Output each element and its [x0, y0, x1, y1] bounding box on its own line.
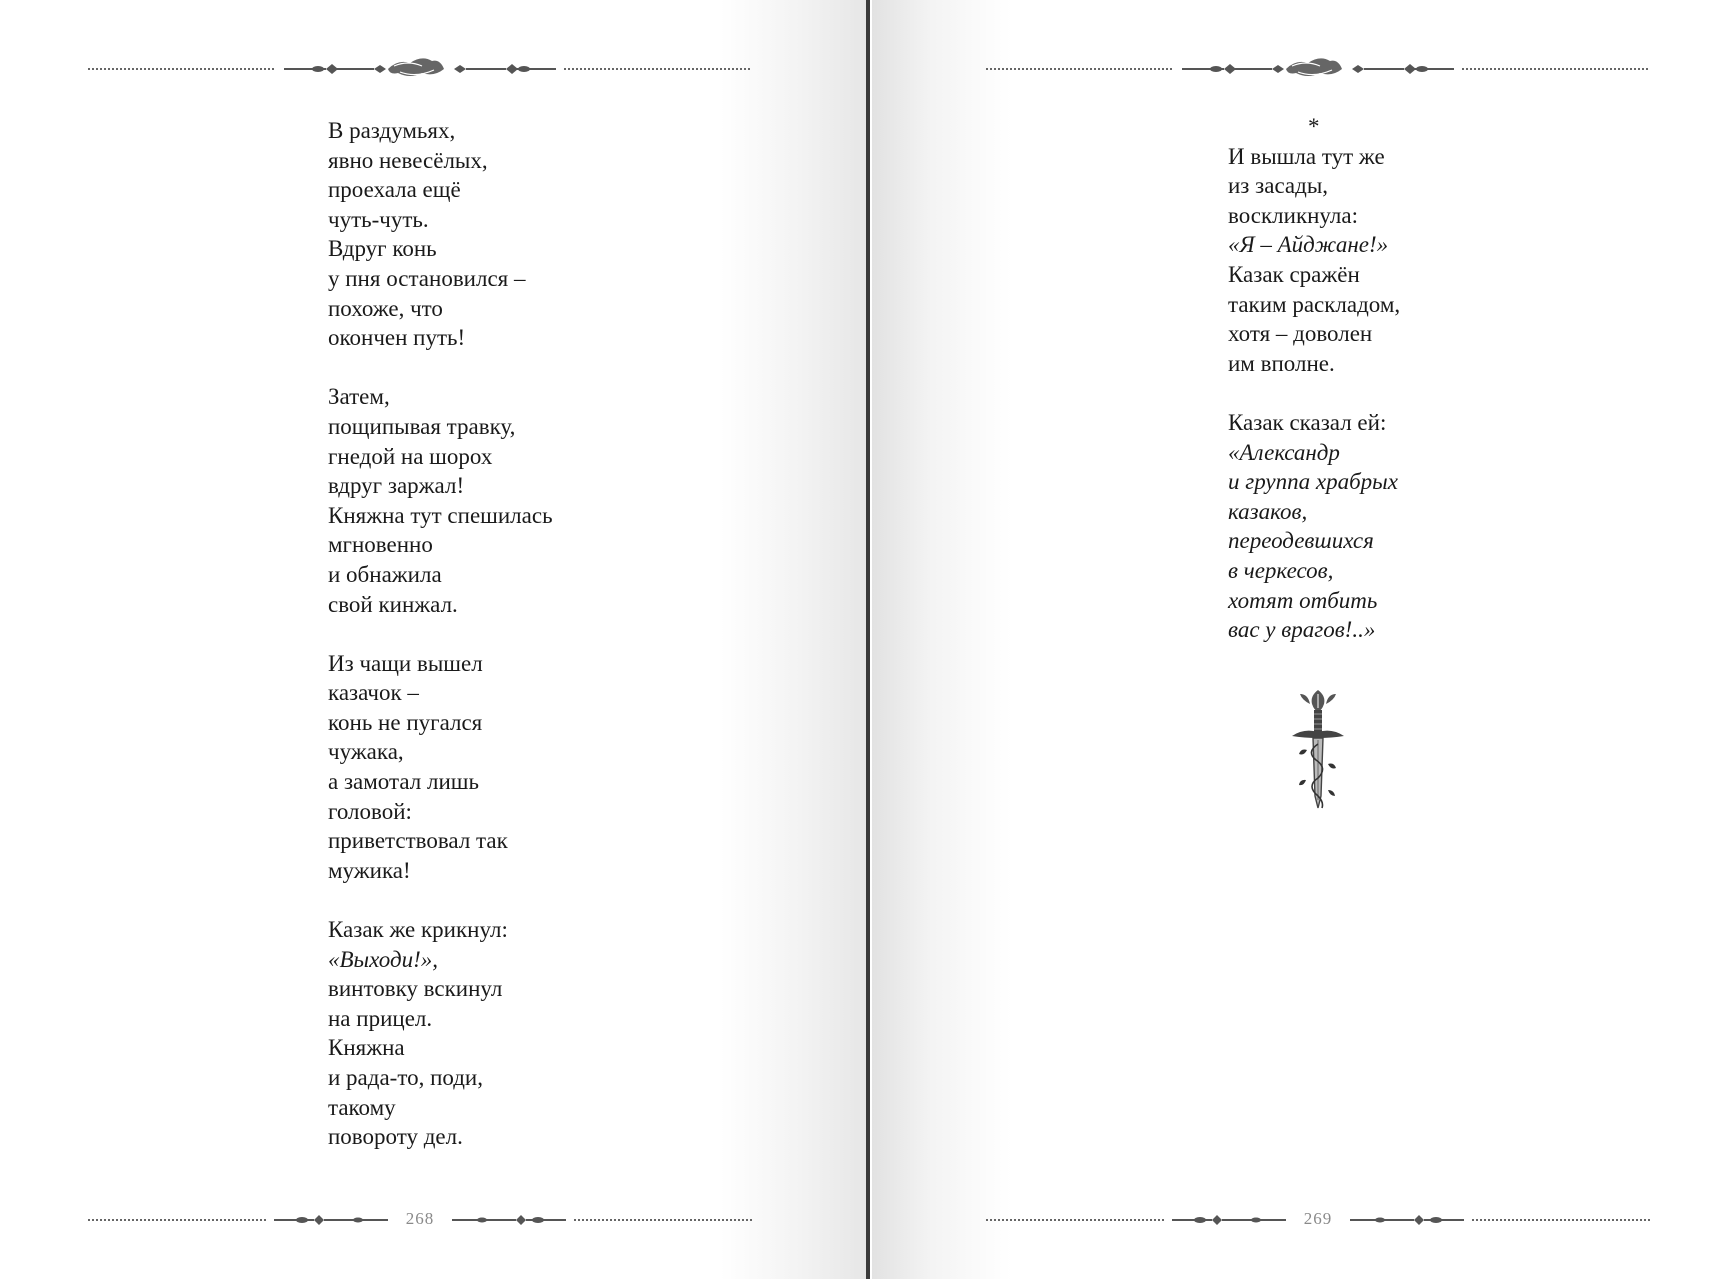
poem-line: приветствовал так	[328, 828, 508, 854]
header-ornament-right	[986, 56, 1650, 82]
poem-line: у пня остановился –	[328, 265, 526, 291]
scroll-flourish-icon	[88, 56, 752, 82]
poem-line: пощипывая травку,	[328, 413, 516, 439]
poem-line: вдруг заржал!	[328, 473, 465, 499]
poem-line: В раздумьях,	[328, 118, 456, 143]
poem-line: явно невесёлых,	[328, 147, 488, 173]
scroll-flourish-icon	[986, 56, 1650, 82]
page-number-right: 269	[1303, 1209, 1333, 1228]
poem-line: Казак сражён	[1228, 261, 1360, 287]
poem-line: казачок –	[328, 680, 419, 706]
poem-line: вас у врагов!..»	[1228, 617, 1376, 643]
poem-line: «Выходи!»,	[328, 946, 439, 972]
poem-line: И вышла тут же	[1228, 143, 1385, 169]
stanza-break	[1228, 378, 1400, 408]
poem-line: гнедой на шорох	[328, 443, 493, 469]
poem-line: головой:	[328, 798, 412, 824]
poem-line: хотят отбить	[1228, 587, 1378, 613]
page-number-left: 268	[405, 1209, 435, 1228]
stanza-break	[328, 619, 553, 649]
poem-line: в черкесов,	[1228, 557, 1334, 583]
header-ornament-left	[88, 56, 752, 82]
poem-line: Княжна тут спешилась	[328, 502, 553, 528]
poem-line: и обнажила	[328, 561, 442, 587]
poem-line: проехала ещё	[328, 177, 461, 203]
poem-line: похоже, что	[328, 295, 443, 321]
poem-line: Казак же крикнул:	[328, 917, 508, 943]
poem-line: чужака,	[328, 739, 404, 765]
book-spine	[866, 0, 870, 1279]
poem-line: винтовку вскинул	[328, 976, 503, 1002]
poem-line: «Александр	[1228, 439, 1340, 465]
poem-line: мгновенно	[328, 532, 433, 558]
poem-line: и группа храбрых	[1228, 469, 1398, 495]
poem-line: окончен путь!	[328, 325, 466, 351]
poem-line: воскликнула:	[1228, 202, 1358, 228]
poem-line: из засады,	[1228, 173, 1329, 199]
poem-line: казаков,	[1228, 498, 1308, 524]
right-poem-text	[1228, 112, 1400, 645]
poem-line: Из чащи вышел	[328, 650, 483, 676]
poem-line: свой кинжал.	[328, 591, 458, 617]
poem-line: а замотал лишь	[328, 769, 479, 795]
left-poem-text	[328, 116, 553, 1152]
stanza-break	[328, 885, 553, 915]
section-mark: *	[1308, 114, 1320, 139]
poem-line: Затем,	[328, 384, 390, 410]
poem-line: повороту дел.	[328, 1124, 463, 1150]
dagger-with-vine-icon	[1288, 688, 1348, 810]
poem-line: переодевшихся	[1228, 528, 1374, 554]
poem-line: мужика!	[328, 857, 411, 883]
poem-line: таким раскладом,	[1228, 291, 1401, 317]
poem-line: чуть-чуть.	[328, 206, 429, 232]
poem-line: Казак сказал ей:	[1228, 409, 1387, 435]
poem-line: конь не пугался	[328, 709, 483, 735]
poem-line: на прицел.	[328, 1005, 433, 1031]
stanza-break	[328, 353, 553, 383]
poem-line: хотя – доволен	[1228, 321, 1373, 347]
poem-line: «Я – Айджане!»	[1228, 232, 1389, 258]
poem-line: им вполне.	[1228, 350, 1335, 376]
poem-line: Княжна	[328, 1035, 405, 1061]
poem-line: Вдруг конь	[328, 236, 437, 262]
poem-line: и рада-то, поди,	[328, 1065, 483, 1090]
poem-line: такому	[328, 1094, 396, 1120]
